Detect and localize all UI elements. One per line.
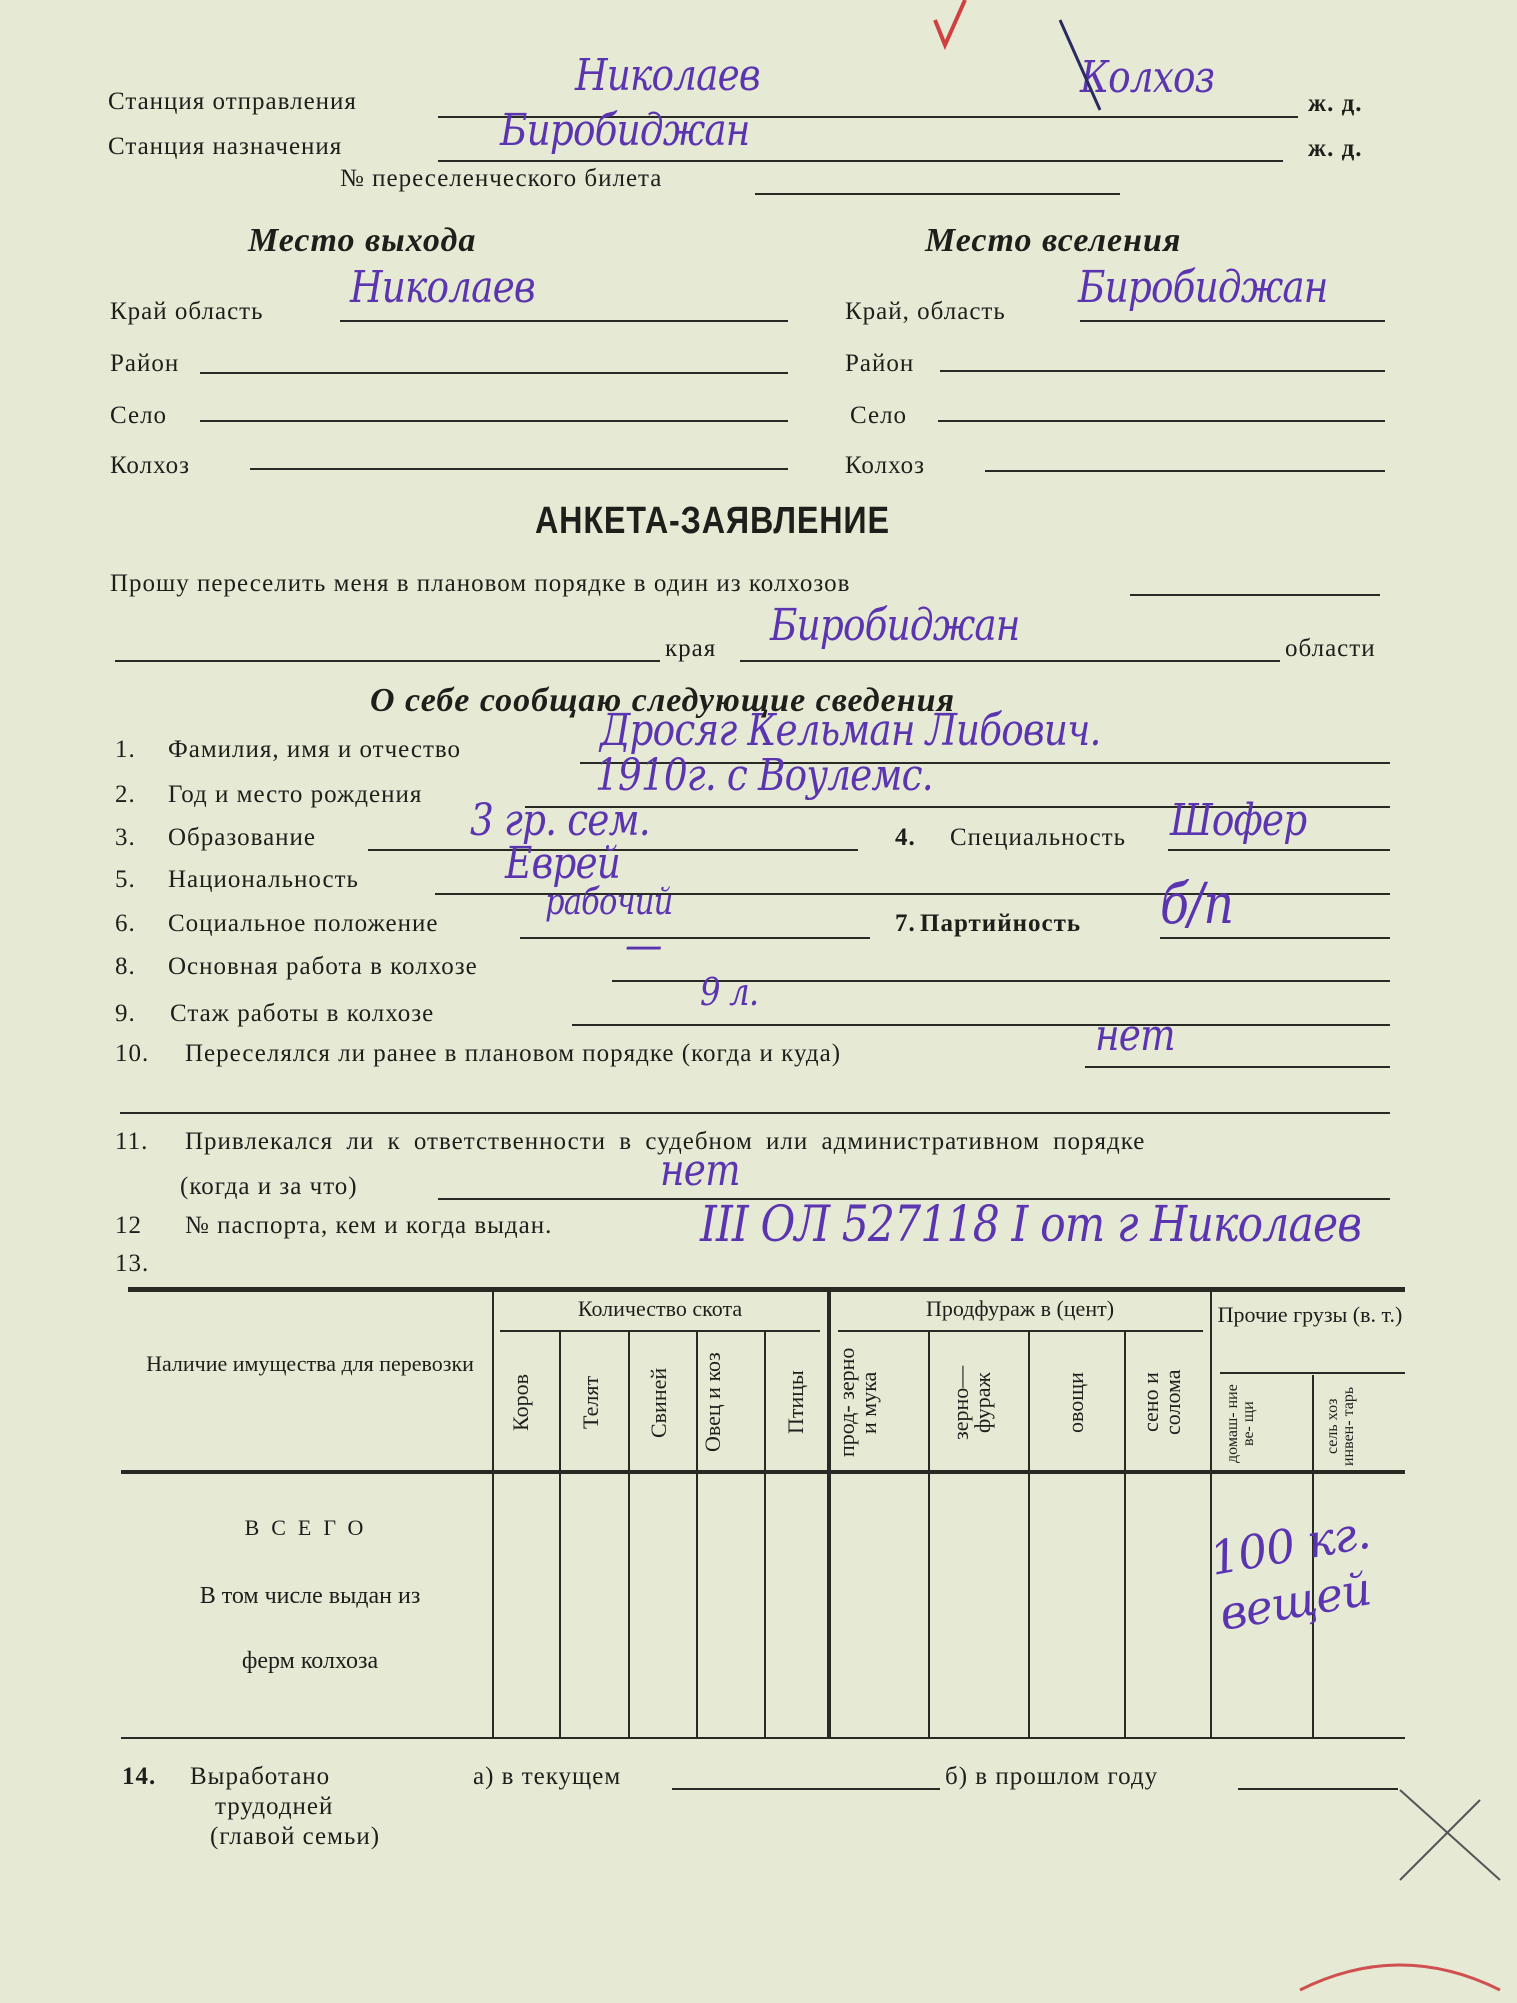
field-label-name: Фамилия, имя и отчество <box>168 736 462 763</box>
departure-suffix: ж. д. <box>1308 90 1363 117</box>
field-value-party: б/п <box>1160 872 1234 937</box>
field-value-nationality: Еврей <box>505 838 620 889</box>
col-sheep-goats: Овец и коз <box>700 1352 725 1453</box>
field-label-liability-2: (когда и за что) <box>180 1173 358 1200</box>
field-label-birth: Год и место рождения <box>168 781 423 808</box>
field-num: 6. <box>115 910 136 937</box>
col-birds: Птицы <box>783 1370 808 1435</box>
dest-kolkhoz-label: Колхоз <box>845 452 925 479</box>
field-value-name: Дросяг Кельман Либович. <box>600 705 1101 756</box>
field-num: 13. <box>115 1250 150 1277</box>
row-total: ВСЕГО <box>244 1515 376 1540</box>
col-hay-straw: сено и солома <box>1138 1369 1185 1436</box>
field-num: 12 <box>115 1212 142 1239</box>
field-label-party: Партийность <box>920 910 1082 937</box>
field-label-education: Образование <box>168 824 317 851</box>
field-label-main-work: Основная работа в колхозе <box>168 953 478 980</box>
workdays-label-2: трудодней <box>215 1793 334 1820</box>
dest-village-label: Село <box>850 402 908 429</box>
dest-region-label: Край, область <box>845 298 1006 325</box>
destination-suffix: ж. д. <box>1308 135 1363 162</box>
field-label-nationality: Национальность <box>168 866 359 893</box>
row-sub-label-2: ферм колхоза <box>241 1648 379 1674</box>
krai-label: края <box>665 635 717 662</box>
origin-kolkhoz-label: Колхоз <box>110 452 190 479</box>
household-value: 100 кг. вещей <box>1205 1504 1375 1642</box>
fodder-header: Продфураж в (цент) <box>925 1296 1115 1321</box>
livestock-header: Количество скота <box>577 1296 743 1321</box>
cross-mark <box>1400 1790 1500 1880</box>
ticket-label: № переселенческого билета <box>340 165 663 192</box>
field-num: 4. <box>895 824 916 851</box>
destination-place-title: Место вселения <box>925 222 1182 259</box>
field-num: 8. <box>115 953 136 980</box>
field-num: 3. <box>115 824 136 851</box>
property-header: Наличие имущества для перевозки <box>146 1351 474 1376</box>
field-num: 1. <box>115 736 136 763</box>
field-label-experience: Стаж работы в колхозе <box>170 1000 435 1027</box>
destination-label: Станция назначения <box>108 133 343 160</box>
field-value-passport: III ОЛ 527118 I от г Николаев <box>700 1195 1362 1253</box>
destination-value: Биробиджан <box>500 105 750 156</box>
field-value-resettled: нет <box>1095 1010 1175 1061</box>
field-label-resettled: Переселялся ли ранее в плановом порядке (когда и куда) <box>185 1040 842 1067</box>
red-checkmark <box>935 0 965 45</box>
col-pigs: Свиней <box>646 1367 671 1438</box>
field-value-experience: 9 л. <box>700 970 759 1014</box>
workdays-label-3: (главой семьи) <box>210 1823 381 1850</box>
red-mark <box>1300 1965 1500 1990</box>
origin-region-value: Николаев <box>350 262 535 313</box>
field-value-birth: 1910г. с Воулемс. <box>595 750 933 801</box>
field-num: 10. <box>115 1040 150 1067</box>
departure-value: Николаев <box>575 50 760 101</box>
oblast-label: области <box>1285 635 1376 662</box>
origin-district-label: Район <box>110 350 180 377</box>
departure-label: Станция отправления <box>108 88 357 115</box>
col-household: домаш- ние ве- щи <box>1224 1384 1257 1464</box>
oblast-value: Биробиджан <box>770 600 1020 651</box>
field-value-main-work: — <box>625 920 662 971</box>
subtitle: О себе сообщаю следующие сведения <box>370 682 956 719</box>
dest-district-label: Район <box>845 350 915 377</box>
col-grain-fodder: зерно— фураж <box>948 1365 995 1440</box>
request-text: Прошу переселить меня в плановом порядке в один из колхозов <box>110 570 851 597</box>
form-title: АНКЕТА-ЗАЯВЛЕНИЕ <box>535 500 890 542</box>
workdays-label: Выработано <box>190 1763 331 1790</box>
field-value-specialty: Шофер <box>1170 795 1307 846</box>
kolkhoz-note: Колхоз <box>1080 52 1215 103</box>
field-num: 2. <box>115 781 136 808</box>
col-grain-flour: прод- зерно и мука <box>834 1347 881 1458</box>
dest-region-value: Биробиджан <box>1078 262 1328 313</box>
field-value-social: рабочий <box>545 882 673 923</box>
col-farm-inventory: сель хоз инвен- тарь <box>1324 1386 1357 1466</box>
field-label-specialty: Специальность <box>950 824 1127 851</box>
workdays-num: 14. <box>122 1763 157 1790</box>
field-label-liability: Привлекался ли к ответственности в судебном или административном порядке <box>185 1128 1146 1155</box>
workdays-current-label: а) в текущем <box>473 1763 622 1790</box>
field-num: 5. <box>115 866 136 893</box>
col-cows: Коров <box>508 1374 533 1431</box>
pen-stroke <box>1060 20 1100 110</box>
origin-village-label: Село <box>110 402 168 429</box>
other-header: Прочие грузы (в. т.) <box>1217 1302 1403 1327</box>
row-sub-label: В том числе выдан из <box>199 1583 421 1609</box>
origin-region-label: Край область <box>110 298 264 325</box>
field-num: 7. <box>895 910 916 937</box>
field-label-social: Социальное положение <box>168 910 439 937</box>
field-value-education: 3 гр. сем. <box>470 795 650 846</box>
col-vegetables: овощи <box>1063 1372 1088 1433</box>
field-num: 9. <box>115 1000 136 1027</box>
workdays-past-label: б) в прошлом году <box>945 1763 1159 1790</box>
field-value-liability: нет <box>660 1145 740 1196</box>
origin-title: Место выхода <box>248 222 477 259</box>
col-calves: Телят <box>578 1375 603 1430</box>
field-num: 11. <box>115 1128 149 1155</box>
field-label-passport: № паспорта, кем и когда выдан. <box>185 1212 553 1239</box>
